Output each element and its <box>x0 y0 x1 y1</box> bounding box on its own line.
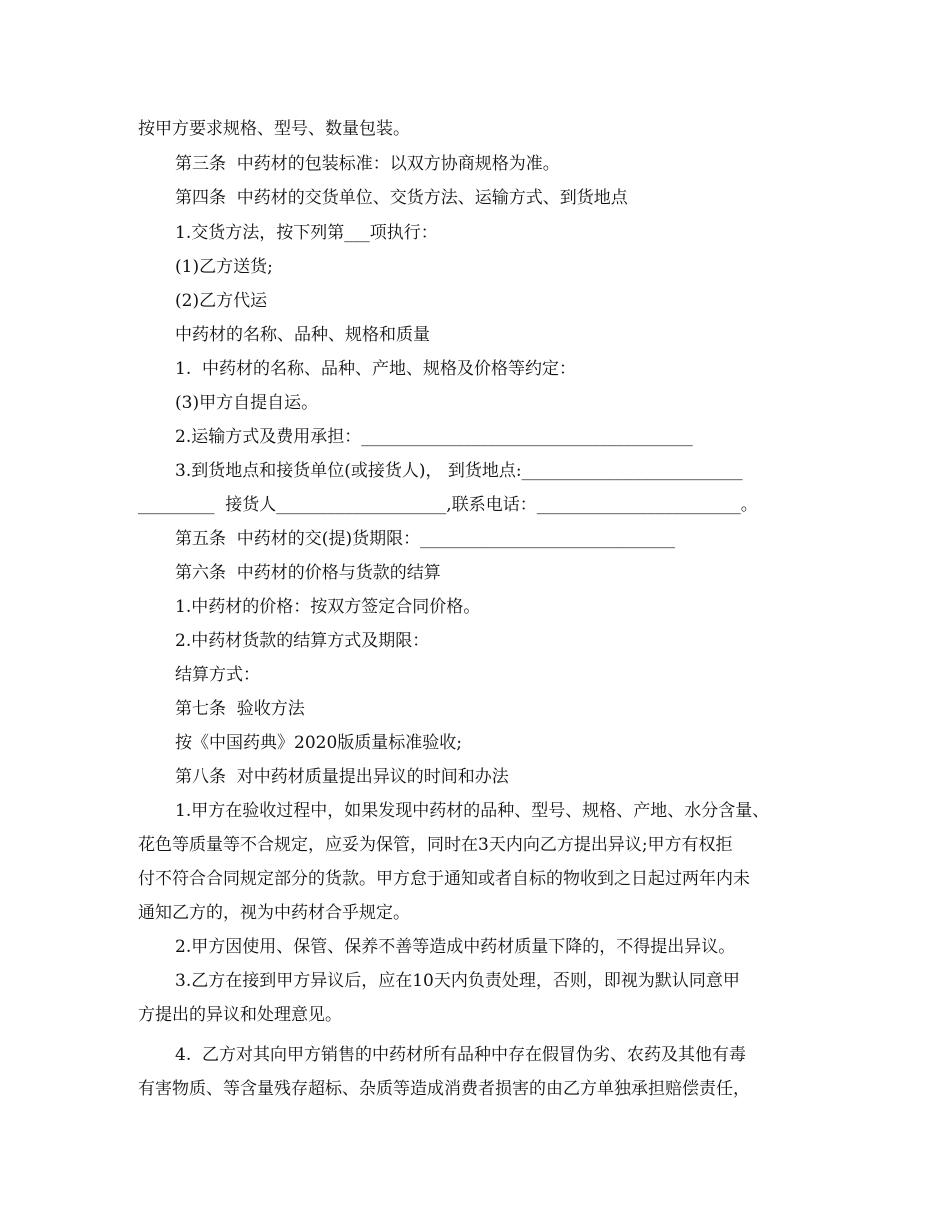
text-line: 结算方式： <box>175 665 260 685</box>
text-line: (3)甲方自提自运。 <box>175 393 319 413</box>
text-line: (1)乙方送货; <box>175 257 273 277</box>
text-line: 1.甲方在验收过程中，如果发现中药材的品种、型号、规格、产地、水分含量、 <box>175 801 770 821</box>
text-line: 花色等质量等不合规定，应妥为保管，同时在3天内向乙方提出异议;甲方有权拒 <box>138 835 733 855</box>
text-line: 通知乙方的，视为中药材合乎规定。 <box>138 903 410 923</box>
delivery-location-field: 3.到货地点和接货单位(或接货人)， 到货地点:__________________________ <box>175 461 743 481</box>
text-line: 3.乙方在接到甲方异议后，应在10天内负责处理，否则，即视为默认同意甲 <box>175 971 740 991</box>
article-7-heading: 第七条 验收方法 <box>175 699 305 719</box>
text-line: 4. 乙方对其向甲方销售的中药材所有品种中存在假冒伪劣、农药及其他有毒 <box>175 1045 747 1065</box>
text-line: 按《中国药典》2020版质量标准验收; <box>175 733 462 753</box>
article-8-heading: 第八条 对中药材质量提出异议的时间和办法 <box>175 767 509 787</box>
text-line: (2)乙方代运 <box>175 291 268 311</box>
text-line: 1.中药材的价格：按双方签定合同价格。 <box>175 597 481 617</box>
text-line: 2.中药材货款的结算方式及期限： <box>175 631 430 651</box>
text-line: 1.交货方法，按下列第___项执行： <box>175 223 438 243</box>
article-4-heading: 第四条 中药材的交货单位、交货方法、运输方式、到货地点 <box>175 188 628 208</box>
text-line: 2.甲方因使用、保管、保养不善等造成中药材质量下降的，不得提出异议。 <box>175 937 736 957</box>
text-line: 按甲方要求规格、型号、数量包装。 <box>138 119 410 139</box>
text-line: 中药材的名称、品种、规格和质量 <box>175 325 430 345</box>
text-line: 1. 中药材的名称、品种、产地、规格及价格等约定： <box>175 359 577 379</box>
text-line: 有害物质、等含量残存超标、杂质等造成消费者损害的由乙方单独承担赔偿责任， <box>138 1079 750 1099</box>
text-line: 付不符合合同规定部分的货款。甲方怠于通知或者自标的物收到之日起过两年内未 <box>138 869 750 889</box>
article-6-heading: 第六条 中药材的价格与货款的结算 <box>175 563 441 583</box>
article-5-heading: 第五条 中药材的交(提)货期限：______________________________ <box>175 529 676 549</box>
transport-cost-field: 2.运输方式及费用承担：_______________________________________ <box>175 427 693 447</box>
receiver-contact-field: _________ 接货人____________________,联系电话：________________________。 <box>138 495 758 515</box>
article-3-heading: 第三条 中药材的包装标准：以双方协商规格为准。 <box>175 154 560 174</box>
text-line: 方提出的异议和处理意见。 <box>138 1005 342 1025</box>
